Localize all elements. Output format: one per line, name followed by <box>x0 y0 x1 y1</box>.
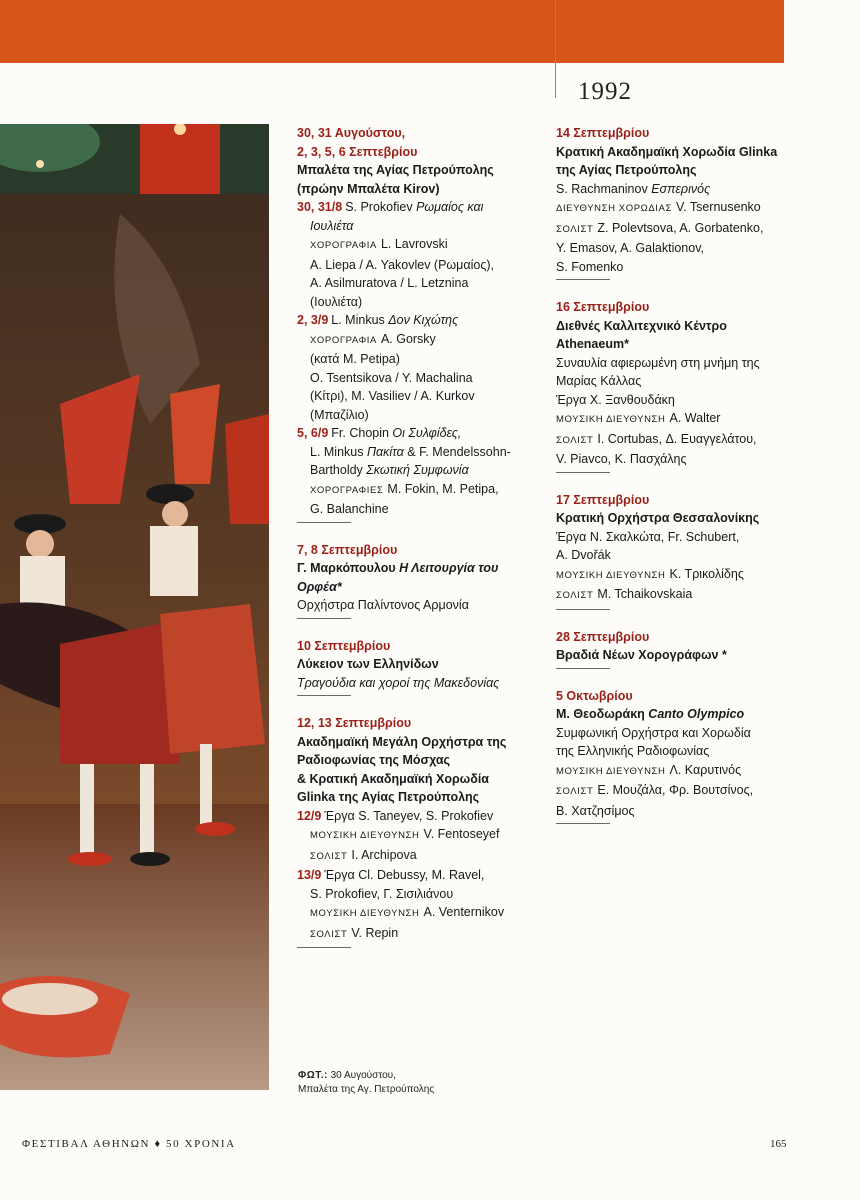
event-detail-line <box>556 742 806 761</box>
event-detail-line <box>297 235 547 256</box>
composer-name: Μ. Θεοδωράκη <box>556 707 649 721</box>
event-detail-line <box>556 802 806 821</box>
detail-text: M. Tchaikovskaia <box>597 587 693 601</box>
detail-text: L. Minkus <box>310 444 367 459</box>
detail-text: Μαρίας Κάλλας <box>556 374 642 388</box>
event-divider <box>297 618 351 619</box>
detail-text: & F. Mendelssohn- <box>403 444 511 459</box>
event-detail-line <box>297 256 547 275</box>
role-label: ΣΟΛΙΣΤ <box>556 590 594 601</box>
event-detail-line <box>556 258 806 277</box>
role-label: ΣΟΛΙΣΤ <box>310 850 348 862</box>
event-detail-line <box>556 372 806 391</box>
detail-text: Έργα S. Taneyev, S. Prokofiev <box>324 808 494 823</box>
detail-text: Έργα Cl. Debussy, M. Ravel, <box>324 868 485 882</box>
event-divider <box>556 823 610 824</box>
event-block <box>556 628 806 669</box>
event-detail-line <box>297 807 547 826</box>
year-heading: 1992 <box>578 78 632 105</box>
event-divider <box>556 472 610 473</box>
event-title: Μπαλέτα της Αγίας Πετρούπολης <box>297 163 494 177</box>
event-detail-line <box>297 559 547 578</box>
event-detail-line <box>556 409 806 430</box>
event-detail-line <box>556 724 806 743</box>
detail-text: A. Walter <box>669 411 721 425</box>
detail-text: S. Fomenko <box>556 259 624 274</box>
event-detail-line <box>556 354 806 373</box>
work-title: Δον Κιχώτης <box>388 313 459 327</box>
role-label: ΜΟΥΣΙΚΗ ΔΙΕΥΘΥΝΣΗ <box>556 765 666 777</box>
event-date: 7, 8 Σεπτεμβρίου <box>297 542 398 557</box>
detail-text: Λ. Καρυτινός <box>669 762 742 777</box>
work-title: Canto Olympico <box>648 707 745 721</box>
event-block <box>297 714 547 948</box>
role-label: ΜΟΥΣΙΚΗ ΔΙΕΥΘΥΝΣΗ <box>556 569 666 581</box>
event-title: της Αγίας Πετρούπολης <box>556 163 697 177</box>
work-title: Πακίτα <box>366 444 404 459</box>
event-detail-line <box>297 443 547 462</box>
detail-text: Έργα Χ. Ξανθουδάκη <box>556 392 675 407</box>
event-detail-line <box>297 198 547 217</box>
event-date: 10 Σεπτεμβρίου <box>297 638 391 653</box>
detail-text: A. Asilmuratova / L. Letznina <box>310 276 469 290</box>
role-label: ΧΟΡΟΓΡΑΦΙΑ <box>310 240 377 251</box>
detail-text: Fr. Chopin <box>331 426 393 440</box>
event-block <box>556 124 806 280</box>
detail-text: Ε. Μουζάλα, Φρ. Βουτσίνος, <box>597 783 754 797</box>
event-divider <box>556 609 610 610</box>
event-detail-line <box>297 500 547 519</box>
event-detail-line <box>556 198 806 219</box>
event-detail-line <box>297 293 547 312</box>
events-column-2 <box>556 124 806 842</box>
detail-text: O. Tsentsikova / Y. Machalina <box>310 370 473 385</box>
detail-text: A. Liepa / A. Yakovlev (Ρωμαίος), <box>310 257 494 272</box>
work-title: Η Λειτουργία του <box>399 561 499 575</box>
event-detail-line <box>297 387 547 406</box>
event-date: 12, 13 Σεπτεμβρίου <box>297 716 412 730</box>
event-detail-line <box>297 674 547 693</box>
event-block <box>297 637 547 697</box>
event-detail-line <box>556 528 806 547</box>
role-label: ΣΟΛΙΣΤ <box>556 434 594 446</box>
event-detail-line <box>556 219 806 240</box>
event-detail-line <box>297 461 547 480</box>
event-detail-line <box>297 846 547 867</box>
event-detail-line <box>297 596 547 615</box>
event-date: 5 Οκτωβρίου <box>556 688 633 703</box>
event-title: Κρατική Ακαδημαϊκή Χορωδία Glinka <box>556 144 778 159</box>
role-label: ΜΟΥΣΙΚΗ ΔΙΕΥΘΥΝΣΗ <box>310 830 420 841</box>
event-title: Βραδιά Νέων Χορογράφων * <box>556 648 727 662</box>
event-title: (πρώην Μπαλέτα Kirov) <box>297 181 440 196</box>
event-detail-line <box>297 330 547 351</box>
event-title: Glinka της Αγίας Πετρούπολης <box>297 790 480 804</box>
event-detail-line <box>297 217 547 236</box>
role-label: ΜΟΥΣΙΚΗ ΔΙΕΥΘΥΝΣΗ <box>556 414 666 425</box>
events-column-1 <box>297 124 547 966</box>
event-divider <box>297 695 351 696</box>
role-label: ΔΙΕΥΘΥΝΣΗ ΧΟΡΩΔΙΑΣ <box>556 203 672 214</box>
event-date: 16 Σεπτεμβρίου <box>556 300 650 314</box>
event-divider <box>556 279 610 280</box>
detail-text: V. Repin <box>351 925 399 940</box>
performance-date: 12/9 <box>297 808 322 823</box>
event-detail-line <box>556 705 806 724</box>
detail-text: V. Piavco, Κ. Πασχάλης <box>556 452 687 466</box>
detail-text: Β. Χατζησίμος <box>556 803 635 818</box>
ballet-dancers-photo <box>0 124 269 1090</box>
composer-name: Γ. Μαρκόπουλου <box>297 561 400 575</box>
event-detail-line <box>297 350 547 369</box>
event-block <box>297 124 547 523</box>
detail-text: Ορχήστρα Παλίντονος Αρμονία <box>297 598 469 612</box>
detail-text: Συναυλία αφιερωμένη στη μνήμη της <box>556 355 760 370</box>
event-detail-line <box>556 180 806 199</box>
event-detail-line <box>297 885 547 904</box>
event-divider <box>297 522 351 523</box>
role-label: ΣΟΛΙΣΤ <box>556 223 594 235</box>
performance-date: 30, 31/8 <box>297 200 343 214</box>
event-detail-line <box>556 391 806 410</box>
detail-text: Z. Polevtsova, A. Gorbatenko, <box>597 220 764 235</box>
detail-text: V. Tsernusenko <box>675 200 761 214</box>
event-date: 17 Σεπτεμβρίου <box>556 492 650 507</box>
detail-text: L. Minkus <box>331 313 389 327</box>
event-detail-line <box>556 565 806 586</box>
page-number: 165 <box>770 1138 787 1150</box>
caption-line-1: 30 Αυγούστου, <box>330 1070 396 1081</box>
event-date: 30, 31 Αυγούστου, <box>297 126 406 140</box>
detail-text: M. Fokin, M. Petipa, <box>387 481 499 496</box>
event-block <box>297 541 547 619</box>
detail-text: Συμφωνική Ορχήστρα και Χορωδία <box>556 725 751 740</box>
detail-text: A. Venternikov <box>423 905 505 919</box>
event-detail-line <box>556 546 806 565</box>
header-gap <box>784 0 860 63</box>
detail-text: I. Cortubas, Δ. Ευαγγελάτου, <box>597 431 757 446</box>
role-label: ΜΟΥΣΙΚΗ ΔΙΕΥΘΥΝΣΗ <box>310 908 420 919</box>
event-detail-line <box>297 274 547 293</box>
work-title: Ορφέα* <box>297 579 342 594</box>
detail-text: της Ελληνικής Ραδιοφωνίας <box>556 744 710 758</box>
work-title: Ιουλιέτα <box>310 218 354 233</box>
event-date: 28 Σεπτεμβρίου <box>556 629 650 644</box>
detail-text: Έργα Ν. Σκαλκώτα, Fr. Schubert, <box>556 529 740 544</box>
detail-text: S. Rachmaninov <box>556 181 652 196</box>
event-title: & Κρατική Ακαδημαϊκή Χορωδία <box>297 771 489 786</box>
event-detail-line <box>297 924 547 945</box>
detail-text: A. Dvořák <box>556 548 611 562</box>
event-detail-line <box>556 585 806 606</box>
detail-text: A. Gorsky <box>380 331 436 346</box>
detail-text: L. Lavrovski <box>380 237 448 251</box>
detail-text: (Κίτρι), M. Vasiliev / A. Kurkov <box>310 389 475 403</box>
role-label: ΧΟΡΟΓΡΑΦΙΕΣ <box>310 484 384 496</box>
work-title: Οι Συλφίδες, <box>392 426 462 440</box>
detail-text: Bartholdy <box>310 463 367 477</box>
photo-illustration <box>0 124 269 1090</box>
event-detail-line <box>556 450 806 469</box>
event-detail-line <box>556 781 806 802</box>
event-detail-line <box>556 239 806 258</box>
performance-date: 2, 3/9 <box>297 313 329 327</box>
event-block <box>556 298 806 473</box>
event-detail-line <box>297 578 547 597</box>
event-block <box>556 687 806 825</box>
event-detail-line <box>297 369 547 388</box>
detail-text: Y. Emasov, A. Galaktionov, <box>556 241 704 255</box>
event-detail-line <box>297 866 547 885</box>
detail-text: I. Archipova <box>351 847 417 862</box>
caption-label: ΦΩΤ.: <box>298 1070 328 1081</box>
event-title: Ραδιοφωνίας της Μόσχας <box>297 753 451 767</box>
event-divider <box>297 947 351 948</box>
detail-text: (Ιουλιέτα) <box>310 294 363 309</box>
event-detail-line <box>556 430 806 451</box>
performance-date: 13/9 <box>297 868 322 882</box>
event-detail-line <box>297 825 547 846</box>
event-divider <box>556 668 610 669</box>
event-detail-line <box>297 480 547 501</box>
detail-text: (Μπαζίλιο) <box>310 407 369 422</box>
event-date: 14 Σεπτεμβρίου <box>556 126 650 140</box>
event-title: Λύκειον των Ελληνίδων <box>297 657 439 671</box>
role-label: ΣΟΛΙΣΤ <box>310 928 348 940</box>
event-detail-line <box>297 424 547 443</box>
event-block <box>556 491 806 610</box>
event-date: 2, 3, 5, 6 Σεπτεβρίου <box>297 144 418 159</box>
work-title: Εσπερινός <box>651 181 711 196</box>
work-title: Σκωτική Συμφωνία <box>366 463 469 477</box>
detail-text: G. Balanchine <box>310 502 389 516</box>
role-label: ΣΟΛΙΣΤ <box>556 786 594 797</box>
work-title: Ρωμαίος και <box>416 200 484 214</box>
role-label: ΧΟΡΟΓΡΑΦΙΑ <box>310 334 377 346</box>
event-detail-line <box>556 761 806 782</box>
detail-text: (κατά M. Petipa) <box>310 352 400 366</box>
event-title: Ακαδημαϊκή Μεγάλη Ορχήστρα της <box>297 734 507 749</box>
photo-caption <box>298 1069 434 1097</box>
footer-festival-title: ΦΕΣΤΙΒΑΛ ΑΘΗΝΩΝ ♦ 50 ΧΡΟΝΙΑ <box>22 1138 236 1150</box>
detail-text: V. Fentoseyef <box>423 827 500 841</box>
event-detail-line <box>297 406 547 425</box>
work-title: Τραγούδια και χοροί της Μακεδονίας <box>297 675 500 690</box>
detail-text: S. Prokofiev, Γ. Σισιλιάνου <box>310 886 454 901</box>
caption-line-2: Μπαλέτα της Αγ. Πετρούπολης <box>298 1084 435 1095</box>
event-detail-line <box>297 311 547 330</box>
detail-text: Κ. Τρικολίδης <box>669 566 744 581</box>
detail-text: S. Prokofiev <box>345 200 417 214</box>
event-detail-line <box>297 903 547 924</box>
performance-date: 5, 6/9 <box>297 426 329 440</box>
year-divider <box>555 0 556 98</box>
event-title: Κρατική Ορχήστρα Θεσσαλονίκης <box>556 511 760 525</box>
header-color-band <box>0 0 784 63</box>
event-title: Διεθνές Καλλιτεχνικό Κέντρο <box>556 318 727 333</box>
event-title: Athenaeum* <box>556 337 629 351</box>
